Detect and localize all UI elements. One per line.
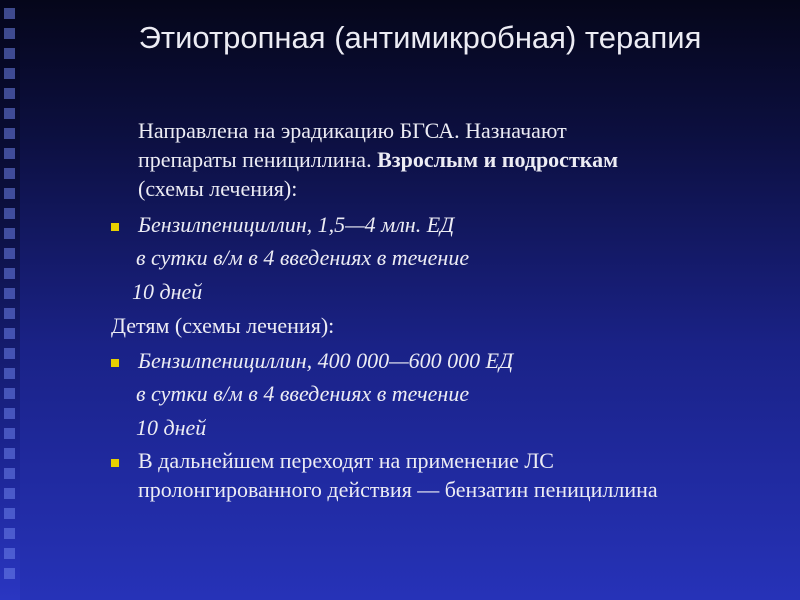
intro-line-2-text: препараты пенициллина.: [138, 147, 378, 172]
strip-square: [4, 8, 15, 19]
strip-square: [4, 508, 15, 519]
strip-square: [4, 468, 15, 479]
strip-square: [4, 228, 15, 239]
strip-square: [4, 248, 15, 259]
strip-square: [4, 68, 15, 79]
adults-dosing: в сутки в/м в 4 введениях в течение: [136, 245, 470, 270]
strip-square: [4, 408, 15, 419]
children-drug: Бензилпенициллин, 400 000—600 000 ЕД: [138, 348, 514, 373]
strip-square: [4, 208, 15, 219]
strip-square: [4, 528, 15, 539]
strip-square: [4, 548, 15, 559]
children-dosing: в сутки в/м в 4 введениях в течение: [136, 381, 470, 406]
strip-square: [4, 568, 15, 579]
strip-square: [4, 328, 15, 339]
adults-drug: Бензилпенициллин, 1,5—4 млн. ЕД: [138, 212, 455, 237]
strip-square: [4, 308, 15, 319]
strip-square: [4, 388, 15, 399]
intro-line-3: (схемы лечения):: [138, 176, 298, 201]
children-heading: Детям (схемы лечения):: [111, 313, 335, 338]
strip-square: [4, 128, 15, 139]
strip-square: [4, 448, 15, 459]
intro-line-1: Направлена на эрадикацию БГСА. Назначают: [138, 118, 567, 143]
slide-title: Этиотропная (антимикробная) терапия: [138, 20, 702, 55]
strip-square: [4, 428, 15, 439]
bullet-square-icon: [111, 459, 119, 467]
strip-square: [4, 48, 15, 59]
intro-line-2: [138, 147, 618, 173]
decorative-side-strip: [0, 0, 20, 600]
strip-square: [4, 148, 15, 159]
adults-duration: 10 дней: [132, 279, 203, 304]
strip-square: [4, 348, 15, 359]
followup-line-1: В дальнейшем переходят на применение ЛС: [138, 448, 554, 473]
strip-square: [4, 168, 15, 179]
strip-square: [4, 368, 15, 379]
strip-square: [4, 488, 15, 499]
strip-square: [4, 288, 15, 299]
strip-square: [4, 108, 15, 119]
adults-teens-emphasis: Взрослым и подросткам: [377, 147, 619, 172]
bullet-square-icon: [111, 223, 119, 231]
strip-square: [4, 188, 15, 199]
followup-line-2: пролонгированного действия — бензатин пенициллина: [138, 477, 658, 502]
bullet-square-icon: [111, 359, 119, 367]
strip-square: [4, 88, 15, 99]
strip-square: [4, 28, 15, 39]
children-duration: 10 дней: [136, 415, 207, 440]
strip-square: [4, 268, 15, 279]
